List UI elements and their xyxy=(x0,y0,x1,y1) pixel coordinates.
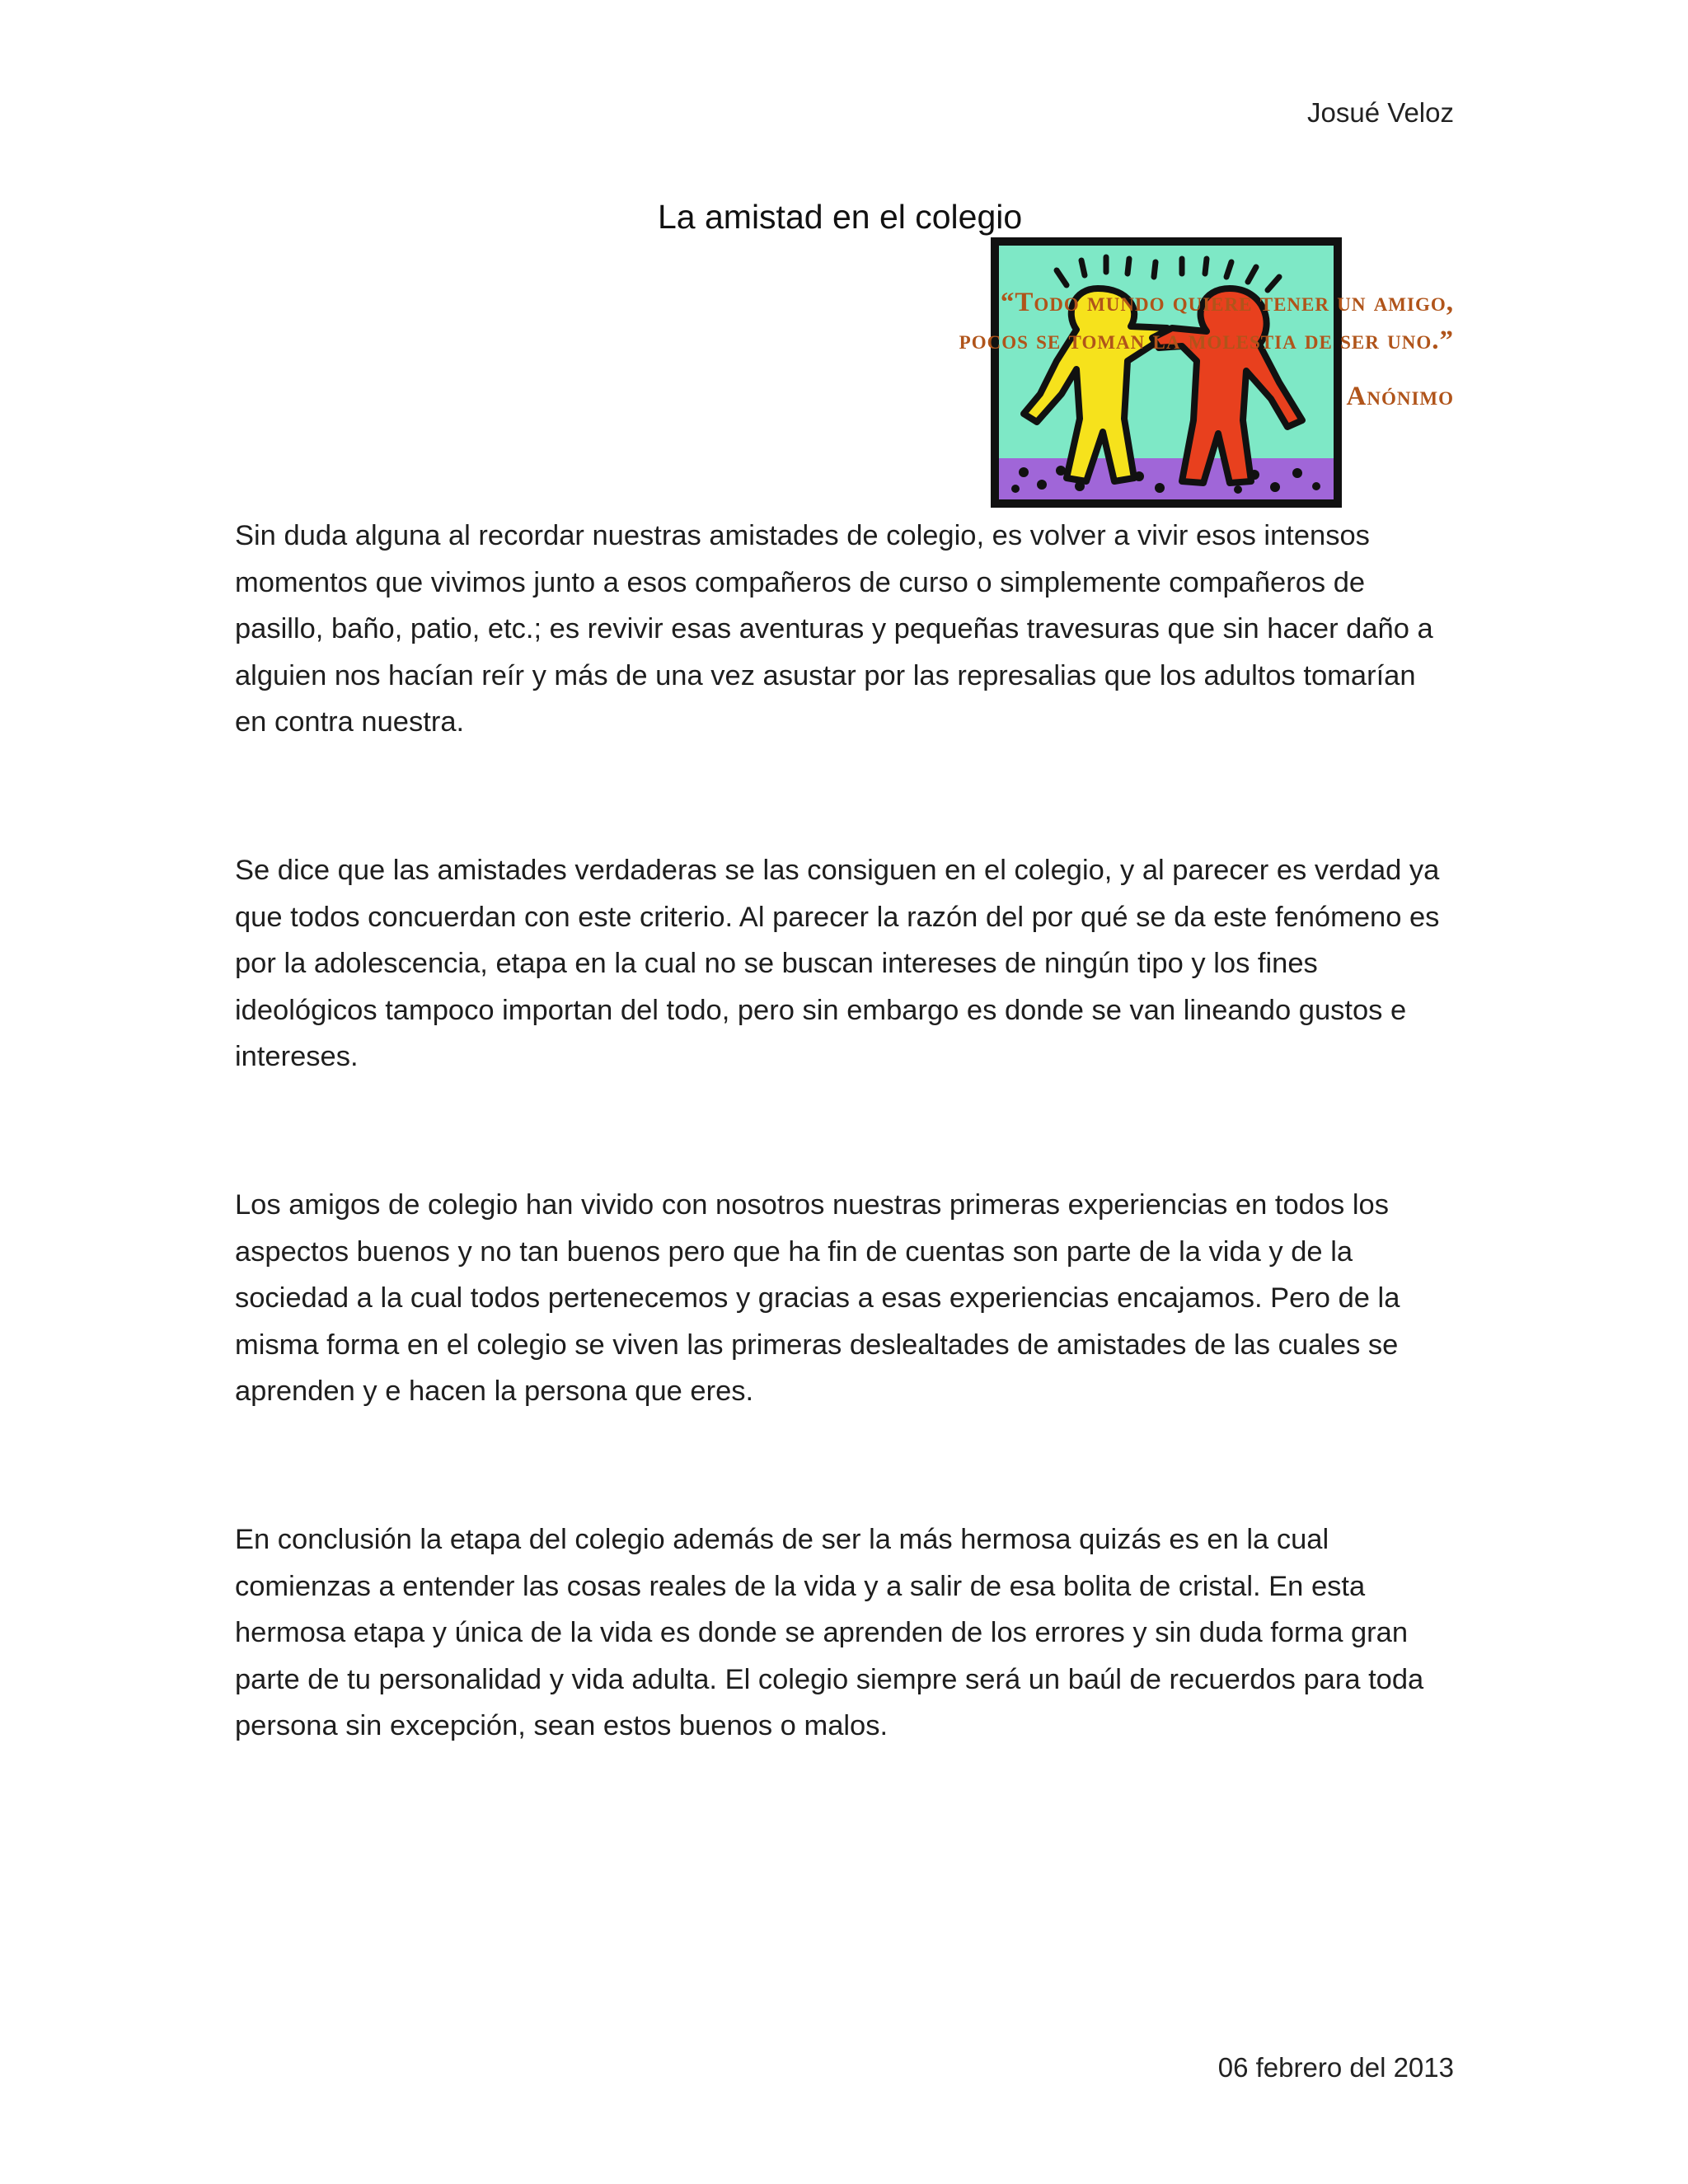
quote-attribution: Anónimo xyxy=(1346,382,1454,411)
paragraph: En conclusión la etapa del colegio además de ser la más hermosa quizás es en la cual comienzas a entender las cosas reales de la vida y a salir de esa bolita de cristal. En esta hermosa etapa y única de la vida es donde se aprenden de los errores y sin duda forma gran parte de tu personalidad y vida adulta. El colegio siempre será un baúl de recuerdos para toda persona sin excepción, sean estos buenos o malos. xyxy=(235,1523,1424,1742)
quote-line: pocos se toman la molestia de ser uno.” xyxy=(959,326,1454,355)
paragraph: Se dice que las amistades verdaderas se las consiguen en el colegio, y al parecer es verdad ya que todos concuerdan con este criterio. Al parecer la razón del por qué se da este fenómeno es por la adolescencia, etapa en la cual no se buscan intereses de ningún tipo y los fines ideológicos tampoco importan del todo, pero sin embargo es donde se van lineando gustos e intereses. xyxy=(235,854,1440,1073)
author-name: Josué Veloz xyxy=(1307,97,1454,128)
paragraph: Los amigos de colegio han vivido con nosotros nuestras primeras experiencias en todos los aspectos buenos y no tan buenos pero que ha fin de cuentas son parte de la vida y de la sociedad a la cual todos pertenecemos y gracias a esas experiencias encajamos. Pero de la misma forma en el colegio se viven las primeras deslealtades de amistades de las cuales se aprenden y e hacen la persona que eres. xyxy=(235,1188,1400,1408)
document-title: La amistad en el colegio xyxy=(658,198,1023,236)
document-date: 06 febrero del 2013 xyxy=(1217,2052,1454,2083)
document-body xyxy=(235,513,1455,1851)
epigraph-quote xyxy=(778,284,1454,415)
paragraph: Sin duda alguna al recordar nuestras amistades de colegio, es volver a vivir esos intensos momentos que vivimos junto a esos compañeros de curso o simplemente compañeros de pasillo, baño, patio, etc.; es revivir esas aventuras y pequeñas travesuras que sin hacer daño a alguien nos hacían reír y más de una vez asustar por las represalias que los adultos tomarían en contra nuestra. xyxy=(235,520,1433,738)
quote-line: “Todo mundo quiere tener un amigo, xyxy=(1000,288,1454,317)
